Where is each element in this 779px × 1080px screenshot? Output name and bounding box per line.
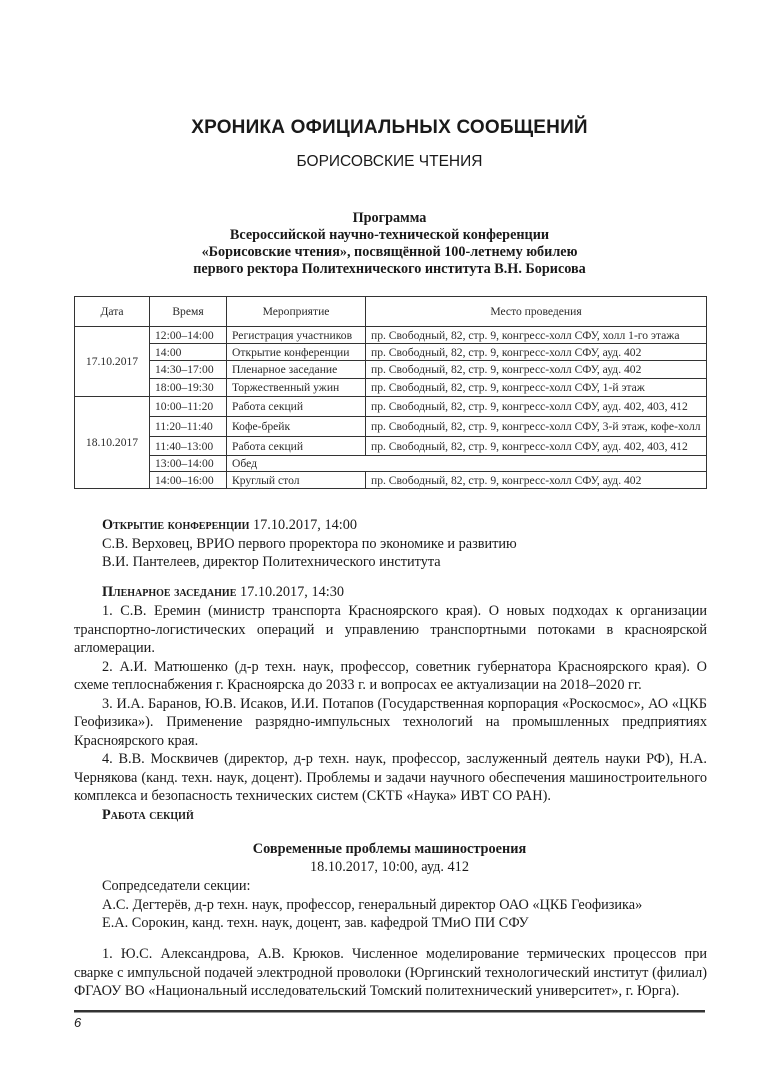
table-row [75, 344, 707, 361]
event-cell: Открытие конференции [227, 344, 366, 361]
plenary-heading: Пленарное заседание [102, 584, 237, 600]
date-cell: 17.10.2017 [75, 327, 150, 397]
journal-section-title: ХРОНИКА ОФИЦИАЛЬНЫХ СООБЩЕНИЙ [191, 117, 588, 138]
plenary-item: 3. И.А. Баранов, Ю.В. Исаков, И.И. Потапов (Государственная корпорация «Роскосмос», АО «ЦКБ Геофизика»). Применение разрядно-импульсных технологий на промышленных предприятиях Красноярского края. [74, 695, 707, 749]
plenary-list [74, 602, 707, 806]
page-number: 6 [74, 1015, 82, 1030]
event-cell: Пленарное заседание [227, 361, 366, 379]
place-cell: пр. Свободный, 82, стр. 9, конгресс-холл СФУ, 1-й этаж [366, 379, 707, 397]
place-cell: пр. Свободный, 82, стр. 9, конгресс-холл СФУ, ауд. 402 [366, 344, 707, 361]
col-header-event: Мероприятие [227, 297, 366, 327]
cochair: Е.А. Сорокин, канд. техн. наук, доцент, зав. кафедрой ТМиО ПИ СФУ [102, 915, 529, 931]
event-title: БОРИСОВСКИЕ ЧТЕНИЯ [296, 153, 483, 170]
time-cell: 14:00–16:00 [150, 472, 227, 489]
col-header-place: Место проведения [366, 297, 707, 327]
place-cell: пр. Свободный, 82, стр. 9, конгресс-холл СФУ, ауд. 402 [366, 472, 707, 489]
footer-rule [74, 1010, 705, 1013]
schedule-table [74, 296, 707, 489]
place-cell: пр. Свободный, 82, стр. 9, конгресс-холл СФУ, 3-й этаж, кофе-холл [366, 417, 707, 437]
plenary-heading-line [102, 583, 344, 602]
time-cell: 14:30–17:00 [150, 361, 227, 379]
table-row [75, 361, 707, 379]
place-cell: пр. Свободный, 82, стр. 9, конгресс-холл СФУ, ауд. 402, 403, 412 [366, 437, 707, 456]
place-cell: пр. Свободный, 82, стр. 9, конгресс-холл СФУ, ауд. 402, 403, 412 [366, 397, 707, 417]
table-header-row [75, 297, 707, 327]
place-cell: пр. Свободный, 82, стр. 9, конгресс-холл СФУ, холл 1-го этажа [366, 327, 707, 344]
program-heading [0, 210, 779, 278]
table-row [75, 472, 707, 489]
time-cell: 12:00–14:00 [150, 327, 227, 344]
opening-speaker: С.В. Верховец, ВРИО первого проректора по экономике и развитию [102, 535, 517, 552]
papers-list [74, 945, 707, 1001]
cochairs-label: Сопредседатели секции: [102, 878, 251, 894]
cochairs-block [102, 877, 642, 933]
table-row [75, 417, 707, 437]
event-cell: Обед [227, 456, 707, 472]
time-cell: 14:00 [150, 344, 227, 361]
opening-speaker: В.И. Пантелеев, директор Политехнического института [102, 554, 441, 570]
opening-block [102, 516, 517, 572]
table-row [75, 327, 707, 344]
place-cell: пр. Свободный, 82, стр. 9, конгресс-холл СФУ, ауд. 402 [366, 361, 707, 379]
program-line-2: Всероссийской научно-технической конференции [229, 227, 550, 243]
event-cell: Работа секций [227, 437, 366, 456]
opening-datetime: 17.10.2017, 14:00 [252, 517, 358, 533]
event-cell: Кофе-брейк [227, 417, 366, 437]
date-cell: 18.10.2017 [75, 397, 150, 489]
table-row [75, 379, 707, 397]
plenary-datetime: 17.10.2017, 14:30 [239, 584, 345, 600]
event-cell: Регистрация участников [227, 327, 366, 344]
col-header-time: Время [150, 297, 227, 327]
section-datetime: 18.10.2017, 10:00, ауд. 412 [310, 859, 469, 875]
cochair: А.С. Дегтерёв, д-р техн. наук, профессор, генеральный директор ОАО «ЦКБ Геофизика» [102, 896, 643, 913]
plenary-item: 4. В.В. Москвичев (директор, д-р техн. наук, профессор, заслуженный деятель науки РФ), Н.А. Чернякова (канд. техн. наук, доцент). Проблемы и задачи научного обеспечения машиностроительного комплекса и безопасность технических систем (СКТБ «Наука» ИВТ СО РАН). [74, 751, 707, 804]
time-cell: 10:00–11:20 [150, 397, 227, 417]
col-header-date: Дата [75, 297, 150, 327]
plenary-item: 1. С.В. Еремин (министр транспорта Красноярского края). О новых подходах к организации транспортно-логистических операций и управлению транспортными потоками в красноярской агломерации. [74, 603, 707, 656]
section-title: Современные проблемы машиностроения [252, 841, 527, 857]
sections-heading: Работа секций [102, 807, 194, 823]
program-line-4: первого ректора Политехнического института В.Н. Борисова [193, 261, 586, 277]
table-row [75, 456, 707, 472]
opening-heading: Открытие конференции [102, 517, 250, 533]
table-row [75, 437, 707, 456]
time-cell: 18:00–19:30 [150, 379, 227, 397]
time-cell: 13:00–14:00 [150, 456, 227, 472]
sections-heading-line [102, 806, 194, 825]
time-cell: 11:20–11:40 [150, 417, 227, 437]
table-row [75, 397, 707, 417]
event-cell: Работа секций [227, 397, 366, 417]
event-cell: Круглый стол [227, 472, 366, 489]
time-cell: 11:40–13:00 [150, 437, 227, 456]
program-label: Программа [352, 210, 427, 226]
plenary-item: 2. А.И. Матюшенко (д-р техн. наук, профессор, советник губернатора Красноярского края). О схеме теплоснабжения г. Красноярска до 2033 г. и вопросах ее актуализации на 2018–2020 гг. [74, 658, 707, 693]
event-cell: Торжественный ужин [227, 379, 366, 397]
paper-item: 1. Ю.С. Александрова, А.В. Крюков. Численное моделирование термических процессов при сварке с импульсной подачей электродной проволоки (Юргинский технологический институт (филиал) ФГАОУ ВО «Национальный исследовательский Томский политехнический университет», г. Юрга). [74, 946, 707, 999]
program-line-3: «Борисовские чтения», посвящённой 100-летнему юбилею [201, 244, 578, 260]
